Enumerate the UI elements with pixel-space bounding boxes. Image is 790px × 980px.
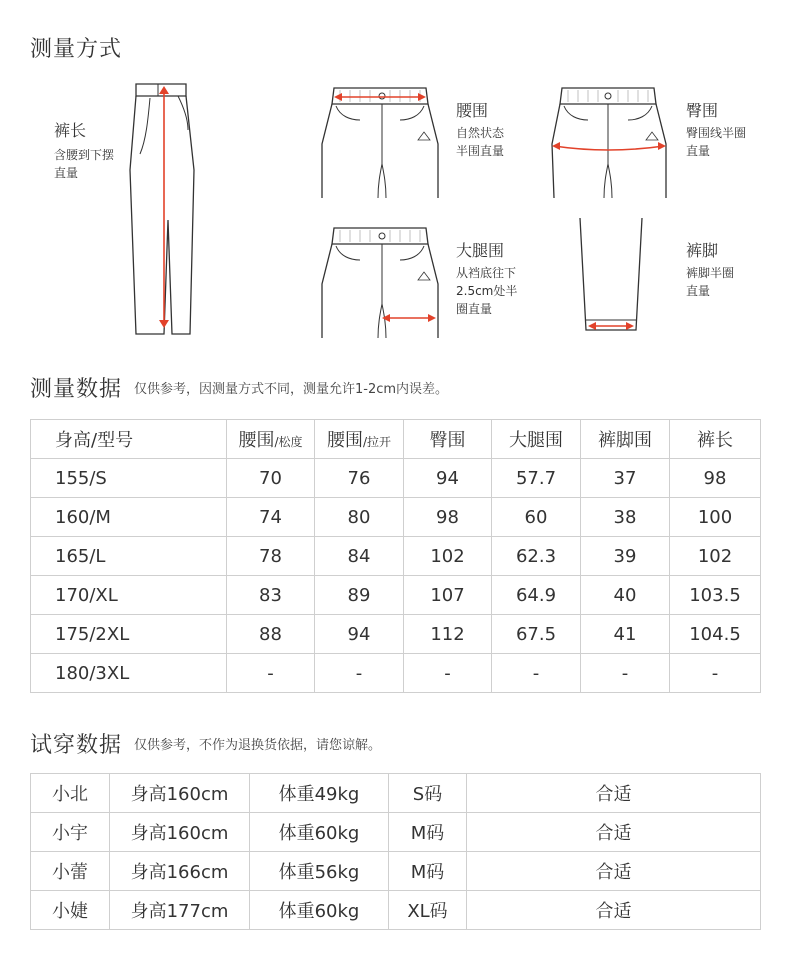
hip-figure [548,84,672,200]
measurement-cell: - [227,654,315,693]
table-row [31,774,761,813]
measurement-cell: 84 [315,537,404,576]
size-cell: S码 [389,774,467,813]
measurement-cell: 103.5 [670,576,761,615]
height-cell: 身高177cm [110,891,250,930]
measurement-cell: 88 [227,615,315,654]
height-cell: 身高166cm [110,852,250,891]
header-cell: 腰围/拉开 [315,420,404,459]
measurement-cell: 78 [227,537,315,576]
measurement-cell: - [315,654,404,693]
waist-figure [320,84,442,200]
header-cell: 裤脚围 [581,420,670,459]
data-section-title: 测量数据 $^{仅供参考,因测量方式不同,测量允许1-2cm内误差。}$ [30,377,449,402]
measurement-cell: - [581,654,670,693]
waist-label-desc: 自然状态 半围直量 [456,126,505,158]
waist-label-title: 腰围 [456,101,489,120]
measurement-cell: 38 [581,498,670,537]
measurement-cell: 39 [581,537,670,576]
header-cell: 臀围 [404,420,492,459]
size-data-table [30,419,761,693]
table-row [31,852,761,891]
length-label-desc: 含腰到下摆 直量 [54,148,115,180]
size-cell: 155/S [31,459,227,498]
fit-cell: 合适 [467,813,761,852]
size-cell: 175/2XL [31,615,227,654]
table-row [31,615,761,654]
measurement-cell: 64.9 [492,576,581,615]
measurement-cell: 76 [315,459,404,498]
weight-cell: 体重60kg [250,813,389,852]
size-cell: 165/L [31,537,227,576]
measurement-cell: 83 [227,576,315,615]
data-section-note: 仅供参考，因测量方式不同，测量允许1-2cm内误差。 [134,382,449,397]
size-cell: 160/M [31,498,227,537]
header-cell: 身高/型号 [31,420,227,459]
height-cell: 身高160cm [110,813,250,852]
measurement-cell: 67.5 [492,615,581,654]
tester-name-cell: 小婕 [31,891,110,930]
fit-cell: 合适 [467,774,761,813]
measurement-cell: 41 [581,615,670,654]
measurement-cell: 80 [315,498,404,537]
size-cell: M码 [389,852,467,891]
measurement-cell: 57.7 [492,459,581,498]
size-cell: 180/3XL [31,654,227,693]
measurement-cell: 89 [315,576,404,615]
table-row [31,813,761,852]
measurement-cell: 37 [581,459,670,498]
measurement-cell: 60 [492,498,581,537]
tester-name-cell: 小蕾 [31,852,110,891]
measurement-cell: 94 [404,459,492,498]
measurement-cell: 102 [670,537,761,576]
pants-length-figure [128,80,198,340]
hem-label-desc: 裤脚半圈 直量 [686,266,735,298]
size-cell: XL码 [389,891,467,930]
thigh-label-title: 大腿围 [456,241,505,260]
weight-cell: 体重49kg [250,774,389,813]
measure-section-title: 测量方式 [30,37,123,62]
trial-section-note: 仅供参考，不作为退换货依据，请您谅解。 [134,738,382,753]
table-row [31,498,761,537]
tester-name-cell: 小北 [31,774,110,813]
measurement-cell: - [492,654,581,693]
measurement-cell: 100 [670,498,761,537]
measurement-cell: 74 [227,498,315,537]
measurement-cell: - [404,654,492,693]
hem-figure [572,216,648,338]
length-label-title: 裤长 [54,121,87,140]
weight-cell: 体重56kg [250,852,389,891]
measurement-cell: 104.5 [670,615,761,654]
hip-label-desc: 臀围线半圈 直量 [686,126,747,158]
measurement-cell: 94 [315,615,404,654]
measurement-cell: 40 [581,576,670,615]
size-cell: M码 [389,813,467,852]
measurement-cell: 98 [404,498,492,537]
fit-cell: 合适 [467,852,761,891]
measurement-cell: 62.3 [492,537,581,576]
height-cell: 身高160cm [110,774,250,813]
hip-label-title: 臀围 [686,101,719,120]
weight-cell: 体重60kg [250,891,389,930]
table-row [31,654,761,693]
header-cell: 腰围/松度 [227,420,315,459]
size-cell: 170/XL [31,576,227,615]
fit-cell: 合适 [467,891,761,930]
thigh-label-desc: 从裆底往下 2.5cm处半 圈直量 [456,266,518,316]
table-header-row [31,420,761,459]
measurement-cell: 70 [227,459,315,498]
header-cell: 大腿围 [492,420,581,459]
table-row [31,459,761,498]
thigh-figure [320,224,442,340]
measurement-cell: - [670,654,761,693]
measurement-cell: 112 [404,615,492,654]
measurement-cell: 98 [670,459,761,498]
tester-name-cell: 小宇 [31,813,110,852]
trial-data-table [30,773,761,930]
hem-label-title: 裤脚 [686,241,719,260]
measurement-cell: 107 [404,576,492,615]
measurement-cell: 102 [404,537,492,576]
table-row [31,576,761,615]
table-row [31,891,761,930]
trial-section-title: 试穿数据 $^{仅供参考,不作为退换货依据,请您谅解。}$ [30,733,382,758]
table-row [31,537,761,576]
header-cell: 裤长 [670,420,761,459]
